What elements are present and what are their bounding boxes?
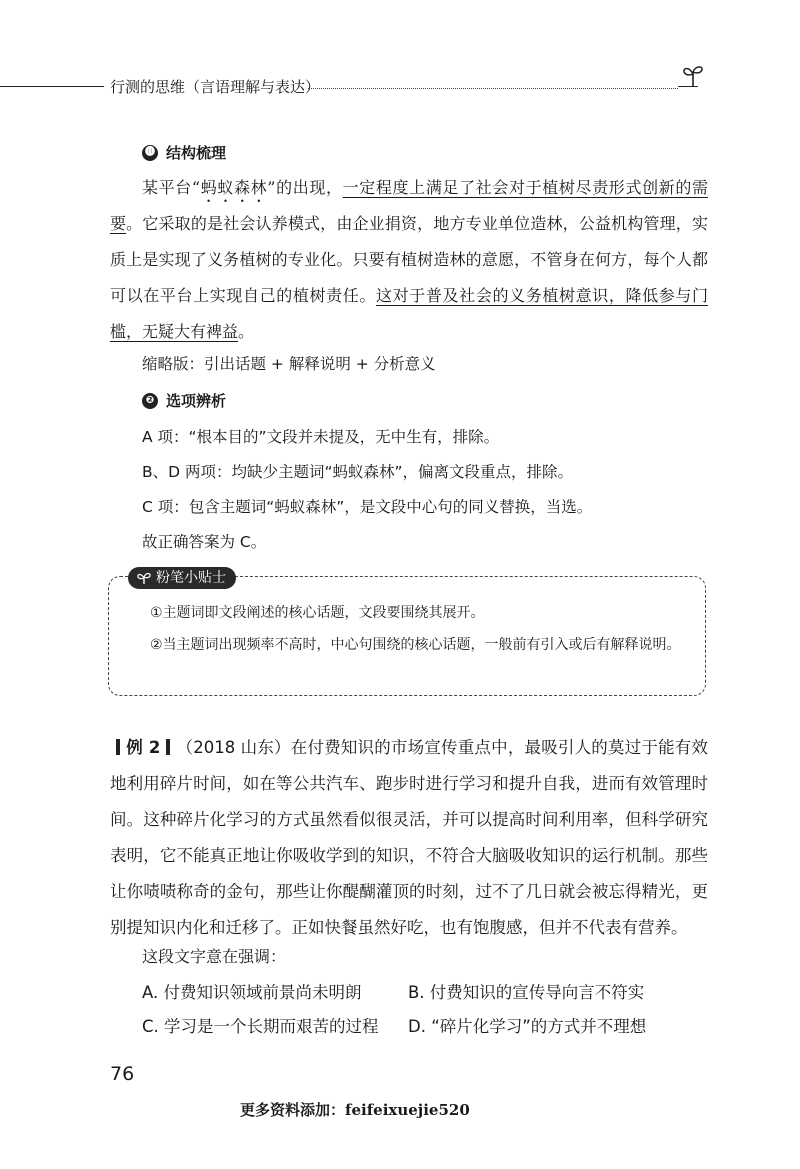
- section-heading-options: [142, 390, 226, 411]
- structure-paragraph: 某平台“蚂蚁森林”的出现，一定程度上满足了社会对于植树尽责形式创新的需要。它采取的是社会认养模式，由企业捐资，地方专业单位造林，公益机构管理，实质上是实现了义务植树的专业化。只要有植树造林的意愿，不管身在何方，每个人都可以在平台上实现自己的植树责任。这对于普及社会的义务植树意识，降低参与门槛，无疑大有裨益。: [110, 178, 708, 341]
- example-paragraph: [110, 730, 708, 946]
- underlined-central-sentence-1: 一定程度上满足了社会对于植树尽责形式创新的需要: [110, 178, 708, 233]
- section-title: 选项辨析: [166, 392, 227, 410]
- section-heading-structure: [142, 142, 226, 163]
- example-source: （2018 山东）: [176, 738, 291, 757]
- example-tag: 例 2: [126, 738, 161, 757]
- example-text: 在付费知识的市场宣传重点中，最吸引人的莫过于能有效地利用碎片时间，如在等公共汽车、跑步时进行学习和提升自我，进而有效管理时间。这种碎片化学习的方式虽然看似很灵活，并可以提高时间利用率，但科学研究表明，它不能真正地让你吸收学到的知识，不符合大脑吸收知识的运行机制。那些让你啧啧称奇的金句，那些让你醍醐灌顶的时刻，过不了几日就会被忘得精光，更别提知识内化和迁移了。正如快餐虽然好吃，也有饱腹感，但并不代表有营养。: [110, 738, 708, 937]
- tag-bar-right: [166, 739, 170, 755]
- tip-item: ①主题词即文段阐述的核心话题，文段要围绕其展开。: [150, 605, 485, 621]
- sprout-icon: [136, 571, 152, 585]
- sprout-icon: [680, 62, 706, 88]
- section-title: 结构梳理: [166, 144, 227, 162]
- footer-note: 更多资料添加：feifeixuejie520: [240, 1101, 470, 1119]
- option-b: B. 付费知识的宣传导向言不符实: [408, 983, 645, 1002]
- summary-line: 缩略版：引出话题 + 解释说明 + 分析意义: [142, 355, 436, 373]
- answer-line: 故正确答案为 C。: [142, 533, 267, 551]
- option-d: D. “碎片化学习”的方式并不理想: [408, 1017, 647, 1036]
- page-number: 76: [110, 1063, 135, 1085]
- question-stem: 这段文字意在强调：: [142, 947, 287, 966]
- option-a: A. 付费知识领域前景尚未明朗: [142, 983, 362, 1002]
- section-number-badge: ⓫: [142, 145, 158, 161]
- tip-item: ②当主题词出现频率不高时，中心句围绕的核心话题，一般前有引入或后有解释说明。: [150, 637, 681, 653]
- tip-label: 粉笔小贴士: [128, 567, 236, 589]
- option-c: C. 学习是一个长期而艰苦的过程: [142, 1017, 379, 1036]
- underlined-central-sentence-2: 这对于普及社会的义务植树意识，降低参与门槛，无疑大有裨益: [110, 286, 708, 341]
- option-analysis-line: B、D 两项：均缺少主题词“蚂蚁森林”，偏离文段重点，排除。: [142, 463, 574, 481]
- header-dotted-rule: [308, 88, 678, 89]
- header-rule-left: [0, 86, 104, 87]
- option-analysis-line: A 项：“根本目的”文段并未提及，无中生有，排除。: [142, 428, 500, 446]
- emphasized-term: 蚂蚁森林: [200, 178, 268, 197]
- section-number-badge: ❷: [142, 393, 158, 409]
- option-analysis-line: C 项：包含主题词“蚂蚁森林”，是文段中心句的同义替换，当选。: [142, 498, 593, 516]
- tag-bar-left: [116, 739, 120, 755]
- running-header-title: 行测的思维（言语理解与表达）: [110, 78, 321, 96]
